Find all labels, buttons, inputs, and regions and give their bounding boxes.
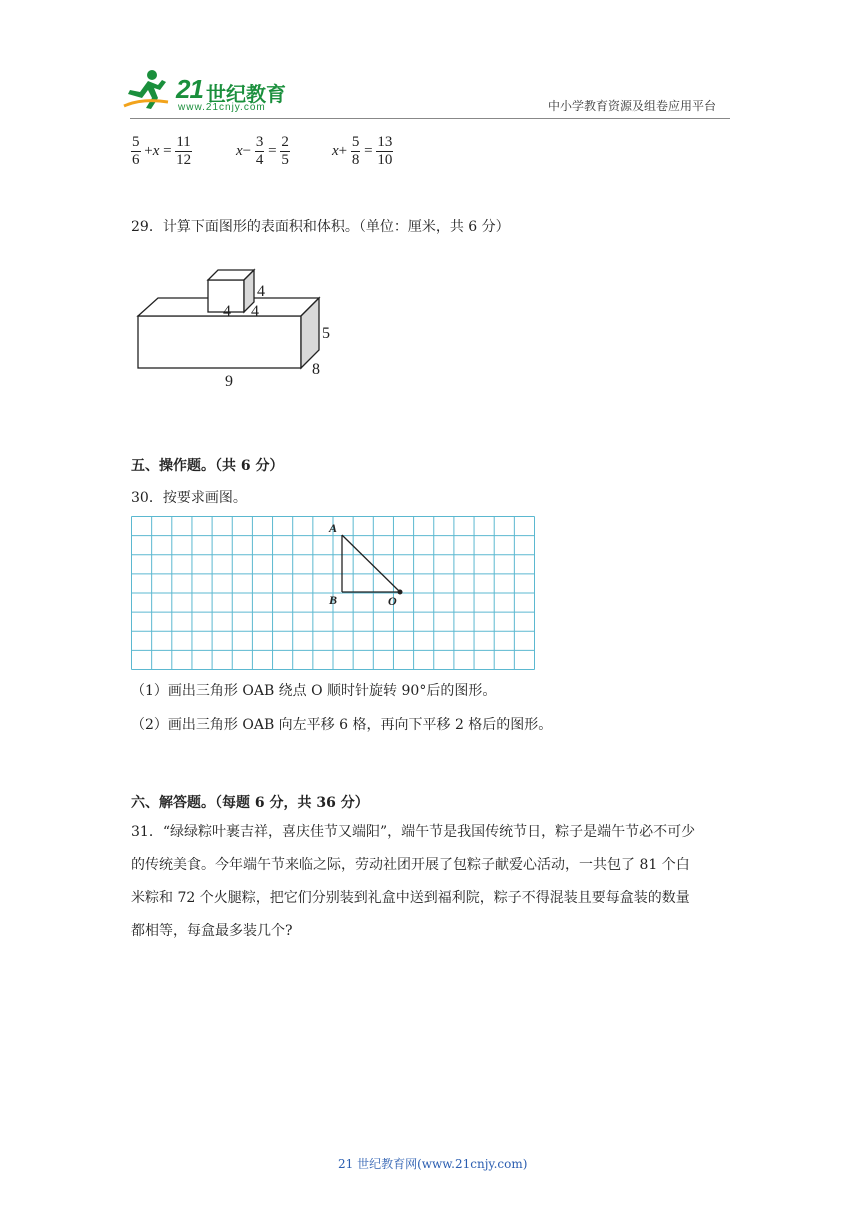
question-31-text: [131, 816, 741, 948]
label-box-height: 5: [322, 325, 330, 342]
fraction: $\frac{2}{5}$: [281, 134, 289, 168]
fraction: $\frac{13}{10}$: [377, 134, 393, 168]
footer-text: 21 世纪教育网(www.21cnjy.com): [338, 1157, 528, 1171]
logo-text: 世纪教育: [206, 82, 286, 106]
box-front: [138, 316, 301, 368]
question-30-sub-2: （2）画出三角形 OAB 向左平移 6 格，再向下平移 2 格后的图形。: [131, 717, 553, 733]
text-line: 米粽和 72 个火腿粽，把它们分别装到礼盒中送到福利院，粽子不得混装且要每盒装的数量: [131, 890, 690, 906]
side-ao: [342, 535, 400, 592]
section-6-title: 六、解答题。（每题 6 分，共 36 分）: [131, 795, 369, 811]
label-cube-width: 4: [223, 303, 231, 320]
point-o-dot: [398, 590, 403, 595]
text-line: 的传统美食。今年端午节来临之际，劳动社团开展了包粽子献爱心活动，一共包了 81 个白: [131, 857, 690, 873]
equation-3: x+ $\frac{5}{8}$ = $\frac{13}{10}$: [332, 134, 393, 168]
solid-figure: [130, 262, 360, 402]
label-point-o: O: [388, 594, 397, 608]
site-logo: [122, 68, 292, 114]
question-30-sub-1: （1）画出三角形 OAB 绕点 O 顺时针旋转 90°后的图形。: [131, 683, 497, 699]
equation-2: x− $\frac{3}{4}$ = $\frac{2}{5}$: [236, 134, 289, 168]
equation-1: $\frac{5}{6}$ +x = $\frac{11}{12}$: [132, 134, 192, 168]
text-line: 都相等，每盒最多装几个?: [131, 923, 293, 939]
fraction: $\frac{11}{12}$: [176, 134, 192, 168]
fraction: $\frac{5}{8}$: [351, 134, 360, 168]
label-point-a: A: [329, 521, 338, 535]
question-29-text: 29．计算下面图形的表面积和体积。（单位：厘米，共 6 分）: [131, 219, 510, 235]
question-30-text: 30．按要求画图。: [131, 490, 247, 506]
logo-number: 21: [176, 74, 203, 104]
fraction: $\frac{3}{4}$: [255, 134, 264, 168]
runner-logo-icon: [122, 68, 174, 112]
logo-url: www.21cnjy.com: [178, 102, 266, 113]
label-point-b: B: [329, 593, 338, 607]
drawing-grid: [130, 515, 536, 671]
header-platform-text: 中小学教育资源及组卷应用平台: [548, 99, 717, 113]
text-line: 31．“绿绿粽叶裹吉祥，喜庆佳节又端阳”，端午节是我国传统节日，粽子是端午节必不可少: [131, 824, 696, 840]
label-cube-height: 4: [257, 283, 265, 300]
header-divider: [130, 118, 730, 119]
section-5-title: 五、操作题。（共 6 分）: [131, 458, 284, 474]
label-box-length: 9: [225, 373, 233, 390]
fraction: $\frac{5}{6}$: [132, 134, 140, 168]
label-cube-depth: 4: [251, 303, 259, 320]
label-box-depth: 8: [312, 361, 320, 378]
